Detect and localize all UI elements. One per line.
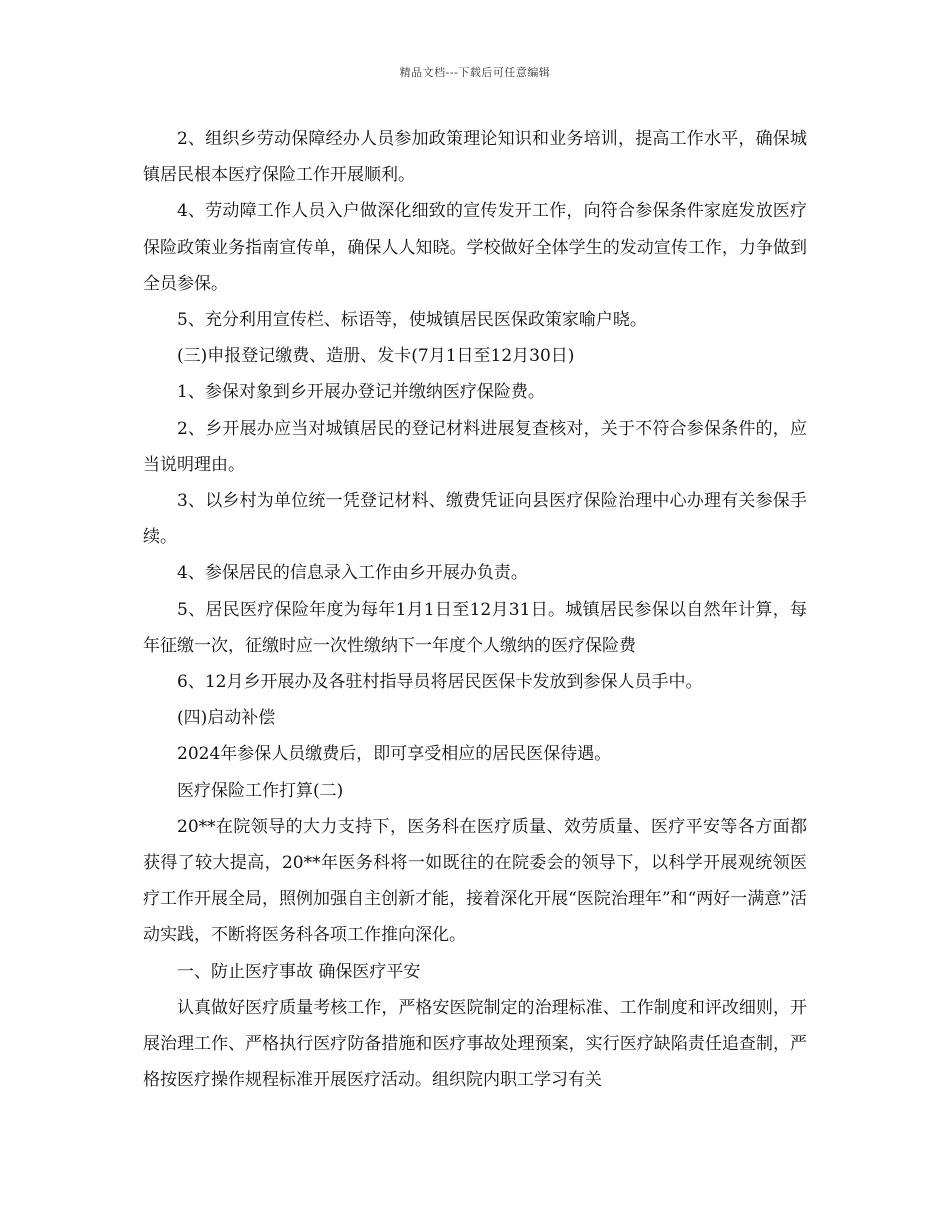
document-title: 医疗保险工作打算(二): [177, 780, 344, 801]
page-header: 精品文档---下载后可任意编辑: [399, 66, 551, 79]
paragraph: 1、参保对象到乡开展办登记并缴纳医疗保险费。: [177, 382, 545, 403]
paragraph: 2、乡开展办应当对城镇居民的登记材料进展复查核对，关于不符合参保条件的，应当说明理由。: [143, 418, 807, 475]
paragraph: 4、参保居民的信息录入工作由乡开展办负责。: [177, 563, 528, 584]
paragraph: 2024年参保人员缴费后，即可享受相应的居民医保待遇。: [177, 744, 612, 765]
section-heading: (三)申报登记缴费、造册、发卡(7月1日至12月30日): [177, 346, 575, 367]
paragraph: 3、以乡村为单位统一凭登记材料、缴费凭证向县医疗保险治理中心办理有关参保手续。: [143, 491, 807, 548]
section-heading: (四)启动补偿: [177, 708, 276, 729]
paragraph: 20**在院领导的大力支持下，医务科在医疗质量、效劳质量、医疗平安等各方面都获得了较大提高，20**年医务科将一如既往的在院委会的领导下，以科学开展观统领医疗工作开展全局，照例加强自主创新才能，接着深化开展“医院治理年”和“两好一满意”活动实践，不断将医务科各项工作推向深化。: [143, 816, 807, 946]
paragraph: 5、充分利用宣传栏、标语等，使城镇居民医保政策家喻户晓。: [177, 310, 647, 331]
paragraph: 6、12月乡开展办及各驻村指导员将居民医保卡发放到参保人员手中。: [177, 672, 703, 693]
paragraph: 2、组织乡劳动保障经办人员参加政策理论知识和业务培训，提高工作水平，确保城镇居民根本医疗保险工作开展顺利。: [143, 129, 807, 186]
section-heading: 一、防止医疗事故 确保医疗平安: [177, 961, 421, 982]
paragraph: 认真做好医疗质量考核工作，严格安医院制定的治理标准、工作制度和评改细则，开展治理工作、严格执行医疗防备措施和医疗事故处理预案，实行医疗缺陷责任追查制，严格按医疗操作规程标准开展医疗活动。组织院内职工学习有关: [143, 997, 807, 1091]
paragraph: 5、居民医疗保险年度为每年1月1日至12月31日。城镇居民参保以自然年计算，每年征缴一次，征缴时应一次性缴纳下一年度个人缴纳的医疗保险费: [143, 599, 807, 656]
document-body: [143, 121, 807, 1098]
paragraph: 4、劳动障工作人员入户做深化细致的宣传发开工作，向符合参保条件家庭发放医疗保险政策业务指南宣传单，确保人人知晓。学校做好全体学生的发动宣传工作，力争做到全员参保。: [143, 201, 807, 294]
